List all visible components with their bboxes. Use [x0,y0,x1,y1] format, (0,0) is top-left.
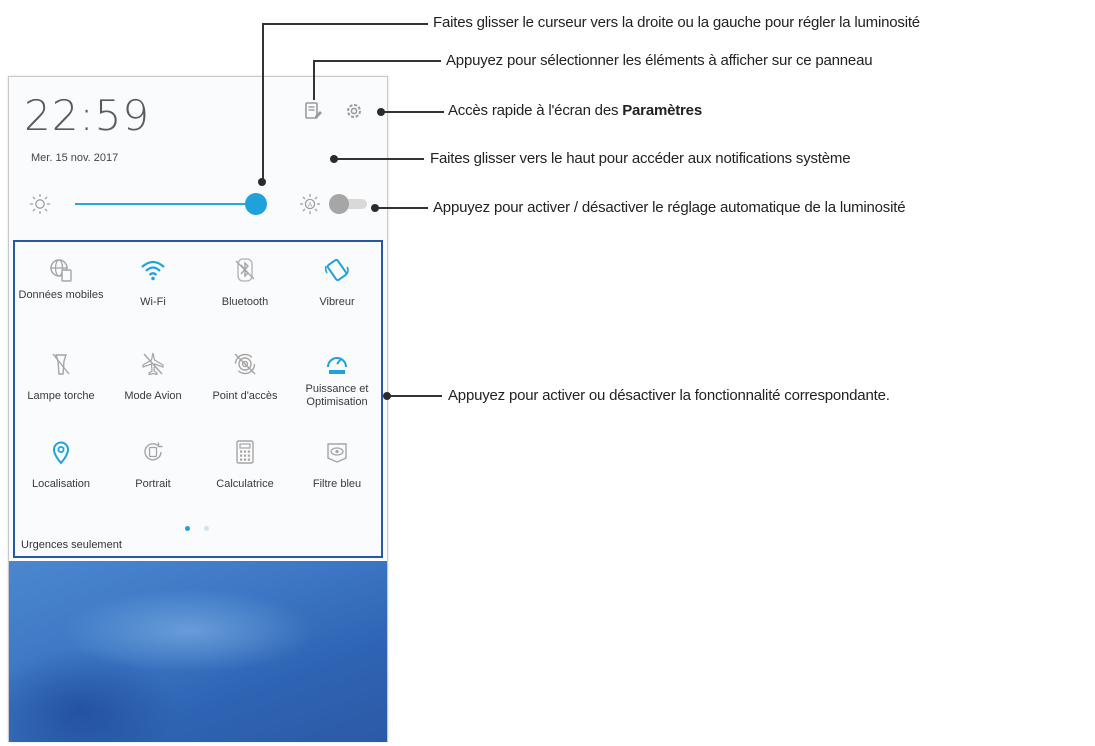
phone-screen [8,76,388,742]
tile-label: Mode Avion [124,390,182,402]
tile-label: Wi-Fi [140,296,166,308]
rotation-icon [139,438,167,466]
tile-label: Données mobiles [18,289,104,301]
callout-dot-swipe-up [330,155,338,163]
tile-calculator[interactable] [199,426,291,510]
tile-label: Portrait [135,478,171,490]
svg-text:A: A [307,201,313,209]
page-indicator [185,518,219,536]
page-dot-inactive [204,526,209,531]
callout-swipe-up: Faites glisser vers le haut pour accéder aux notifications système [430,150,851,167]
tile-airplane-mode[interactable] [107,338,199,422]
tile-label: Calculatrice [216,478,274,490]
callout-dot-settings [377,108,385,116]
quick-settings-panel[interactable] [9,77,387,559]
tile-wifi[interactable] [107,244,199,328]
callout-line-brightness-slider-h [262,23,428,25]
tile-label: Puissance et Optimisation [305,383,369,408]
gear-icon[interactable] [344,101,364,121]
callout-dot-tiles [383,392,391,400]
auto-brightness-toggle[interactable] [327,194,371,214]
clock: 22:59 [24,91,151,140]
callout-line-brightness-slider [262,24,264,182]
edit-panel-icon[interactable] [303,101,323,121]
wallpaper [9,561,387,742]
vibrate-icon [323,256,351,284]
date: Mer. 15 nov. 2017 [31,152,119,164]
blue-filter-icon [323,438,351,466]
tile-label: Localisation [31,478,91,490]
page-dot-active [185,526,190,531]
callout-line-auto-brightness [376,207,428,209]
tile-bluetooth[interactable] [199,244,291,328]
callout-settings [448,102,702,119]
wifi-icon [139,256,167,284]
tile-mobile-data[interactable] [15,244,107,328]
auto-brightness-icon [299,193,321,215]
flashlight-icon [47,350,75,378]
tile-label: Bluetooth [221,296,269,308]
tile-flashlight[interactable] [15,338,107,422]
brightness-slider-track[interactable] [75,203,257,205]
power-boost-icon [323,350,351,378]
callout-auto-brightness: Appuyez pour activer / désactiver le réglage automatique de la luminosité [433,199,906,216]
tile-hotspot[interactable] [199,338,291,422]
callout-line-edit-panel [313,60,315,100]
tile-blue-filter[interactable] [291,426,383,510]
location-icon [47,438,75,466]
callout-dot-brightness-slider [258,178,266,186]
airplane-icon [139,350,167,378]
calculator-icon [231,438,259,466]
tile-vibrate[interactable] [291,244,383,328]
callout-line-settings [382,111,444,113]
tile-portrait[interactable] [107,426,199,510]
callout-settings-prefix: Accès rapide à l'écran des [448,102,623,119]
tile-label: Filtre bleu [312,478,362,490]
bluetooth-icon [231,256,259,284]
callout-edit-panel: Appuyez pour sélectionner les éléments à afficher sur ce panneau [446,52,873,69]
callout-line-swipe-up [334,158,424,160]
brightness-slider-thumb[interactable] [245,193,267,215]
toggle-knob [329,194,349,214]
callout-dot-auto-brightness [371,204,379,212]
tile-location[interactable] [15,426,107,510]
network-status: Urgences seulement [21,539,122,551]
callout-line-tiles [388,395,442,397]
callout-tiles: Appuyez pour activer ou désactiver la fonctionnalité correspondante. [448,387,890,404]
tile-label: Lampe torche [27,390,95,402]
tile-label: Point d'accès [212,390,278,402]
quick-tiles-grid [13,240,383,558]
hotspot-icon [231,350,259,378]
callout-line-edit-panel-h [313,60,441,62]
tile-label: Vibreur [319,296,355,308]
callout-brightness-slider: Faites glisser le curseur vers la droite ou la gauche pour régler la luminosité [433,14,920,31]
tile-power-boost[interactable] [291,338,383,422]
globe-sim-icon [47,256,75,284]
brightness-low-icon [29,193,51,215]
callout-settings-bold: Paramètres [622,102,702,119]
